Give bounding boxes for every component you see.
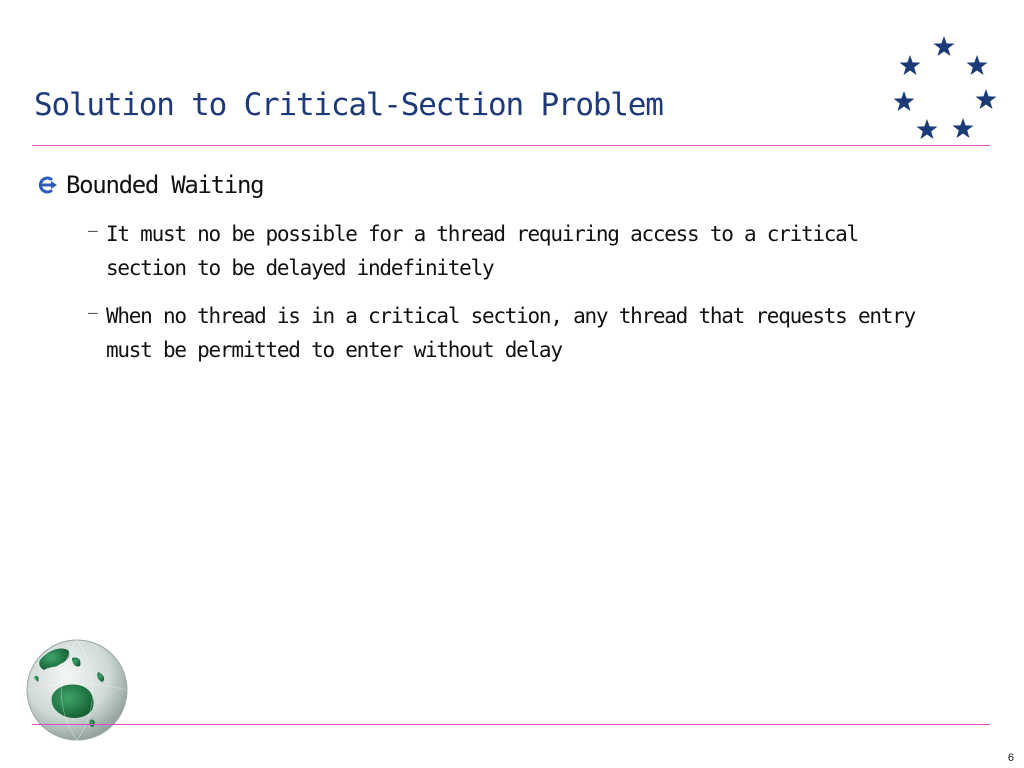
title-divider: [32, 145, 990, 146]
sub-bullet-text: It must no be possible for a thread requiring access to a critical section to be delayed indefinitely: [106, 222, 858, 280]
stars-logo-icon: [886, 32, 1004, 144]
footer-divider: [32, 724, 990, 725]
circled-arrow-icon: [38, 175, 58, 195]
dash-bullet-icon: –: [88, 221, 98, 240]
page-number: 6: [1007, 752, 1014, 764]
sub-bullet: [88, 300, 948, 367]
bullet-bounded-waiting: [38, 170, 263, 200]
sub-bullet: [88, 218, 948, 285]
globe-icon: [26, 638, 128, 742]
dash-bullet-icon: –: [88, 303, 98, 322]
bullet-text: Bounded Waiting: [66, 171, 264, 199]
sub-bullet-text: When no thread is in a critical section, any thread that requests entry must be permitted to enter without delay: [106, 304, 915, 362]
slide-title: Solution to Critical-Section Problem: [34, 87, 663, 123]
